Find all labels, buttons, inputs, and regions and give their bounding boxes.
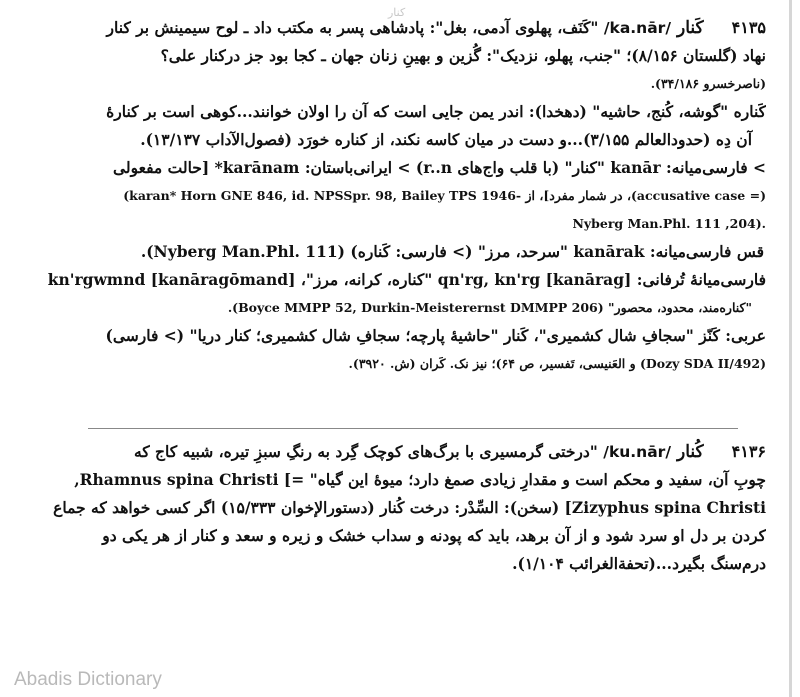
entry-text-line: Zizyphus spina Christi] (سخن): السِّدْر: درخت کُنار (دستورالإخوان ۱۵/۳۳۳) اگر کسی خواهد که جماع [53, 498, 766, 517]
entry-transliteration: /ka.nār/ [603, 19, 671, 37]
top-watermark: کنار [388, 7, 406, 19]
entry-divider [88, 428, 738, 429]
entry-text-line: (ناصرخسرو ۳۴/۱۸۶). [650, 76, 766, 91]
entry-text-line: "کناره‌مند، محدود، محصور" (Boyce MMPP 52, Durkin-Meisterernst DMMPP 206). [227, 300, 752, 315]
entry-text-line: .(204, Nyberg Man.Phl. 111 [572, 216, 766, 231]
entry-text-line: عربی: کَنّز "سجافِ شال کشمیری"، کَنار "حاشیهٔ پارچه؛ سجافِ شال کشمیری؛ کنار دریا" (> فارسی) [105, 326, 766, 345]
entry-text-line: "درختی گرمسیری با برگ‌های کوچک گِرد به رنگِ سبزِ تیره، شبیه کاج که [133, 442, 598, 461]
entry-text-line: > فارسی‌میانه: kanār "کنار" (با قلب واج‌های r..n) > ایرانی‌باستان: karānam* [حالت مفعولی [112, 158, 766, 177]
entry-text-line: (Dozy SDA II/492) و العَنیسی، تَفسیر، ص ۶۴)؛ نیز نک. کَران (ش. ۳۹۲۰). [348, 356, 766, 371]
entry-text-line: نهاد (گلستان ۸/۱۵۶)؛ "جنب، پهلو، نزدیک": گُزین و بهینِ زنان جهان ـ کجا بود جز درکنار علی؟ [160, 46, 766, 65]
entry-4136 [18, 438, 766, 578]
entry-text-line: (= accusative case)، در شمار مفرد]، از -karan* Horn GNE 846, id. NPSSpr. 98, Bailey TPS 1946) [123, 188, 766, 203]
entry-number: ۴۱۳۵ [731, 18, 766, 37]
entry-header-line [18, 438, 766, 466]
entry-text-line: کردن بر دل او سرد شود و از آن برهد، باید که پودنه و سداب خشک و زیره و سعد و کنار از هر یکی دو [102, 526, 766, 545]
entry-4135 [18, 14, 766, 378]
entry-text-line: آن دِه (حدودالعالم ۳/۱۵۵)...و دست در میان کاسه نکند، از کناره خورَد (فصول‌الآداب ۱۳/۱۳۷). [140, 130, 752, 149]
entry-headword: کُنار [677, 442, 704, 462]
entry-header-line [18, 14, 766, 42]
entry-text-line: "کَنَف، پهلوی آدمی، بغل": پادشاهی پسر به مکتب داد ـ لوح سیمینش بر کنار [106, 18, 599, 37]
entry-text-line: کَناره "گوشه، کُنج، حاشیه" (دهخدا): اندر یمن جایی است که آن را اولان خوانند...کوهی است بر کنارهٔ [106, 102, 766, 121]
entry-headword: کَنار [677, 18, 704, 38]
entry-text-line: درم‌سنگ بگیرد...(تحفةالغرائب ۱/۱۰۴). [512, 554, 766, 573]
entry-text-line: چوبِ آن، سفید و محکم است و مقدارِ زیادی صمغ دارد؛ میوهٔ این گیاه" =] Rhamnus spina Christi, [74, 470, 766, 489]
right-edge-rule [789, 0, 792, 697]
bottom-watermark: Abadis Dictionary [14, 669, 162, 690]
entry-text-line: قس فارسی‌میانه: kanārak "سرحد، مرز" (> فارسی: کَناره) (Nyberg Man.Phl. 111). [140, 242, 764, 261]
entry-text-line: فارسی‌میانهٔ تُرفانی: qn'rg, kn'rg [kanārag] "کناره، کرانه، مرز"، kn'rgwmnd [kanāragōmand] [47, 270, 766, 289]
entry-number: ۴۱۳۶ [731, 442, 766, 461]
entry-transliteration: /ku.nār/ [603, 443, 671, 461]
